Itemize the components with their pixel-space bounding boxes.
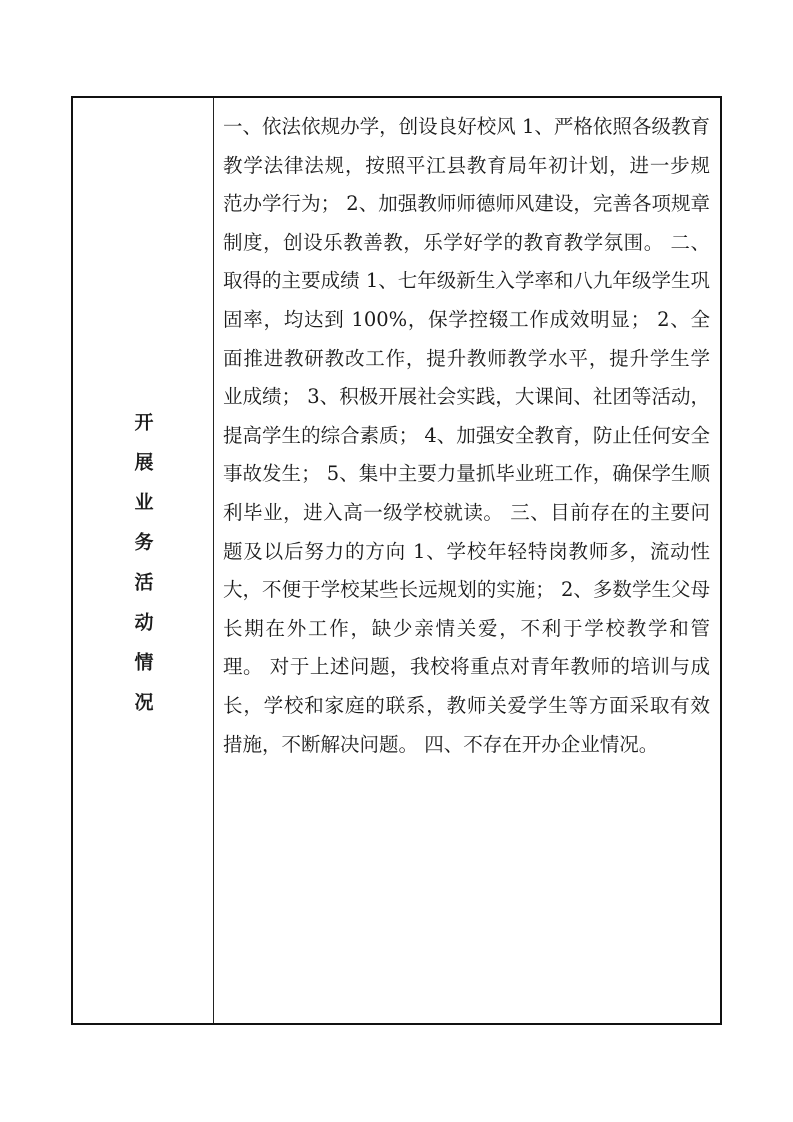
activity-description: 一、依法依规办学，创设良好校风 1、严格依照各级教育教学法律法规，按照平江县教育局年初计划，进一步规范办学行为； 2、加强教师师德师风建设，完善各项规章制度，创设乐教善教，乐学好学的教育教学氛围。 二、取得的主要成绩 1、七年级新生入学率和八九年级学生巩固率，均达到 100%，保学控辍工作成效明显； 2、全面推进教研教改工作，提升教师教学水平，提升学生学业成绩； 3、积极开展社会实践，大课间、社团等活动，提高学生的综合素质； 4、加强安全教育，防止任何安全事故发生； 5、集中主要力量抓毕业班工作，确保学生顺利毕业，进入高一级学校就读。 三、目前存在的主要问题及以后努力的方向 1、学校年轻特岗教师多，流动性大，不便于学校某些长远规划的实施； 2、多数学生父母长期在外工作，缺少亲情关爱，不利于学校教学和管理。 对于上述问题，我校将重点对青年教师的培训与成长，学校和家庭的联系，教师关爱学生等方面采取有效措施，不断解决问题。 四、不存在开办企业情况。	[223, 115, 710, 756]
row-content-cell	[214, 98, 720, 1023]
report-table	[71, 96, 722, 1025]
row-label-cell	[73, 98, 214, 1023]
row-label: 开展业务活动情况	[131, 411, 154, 732]
